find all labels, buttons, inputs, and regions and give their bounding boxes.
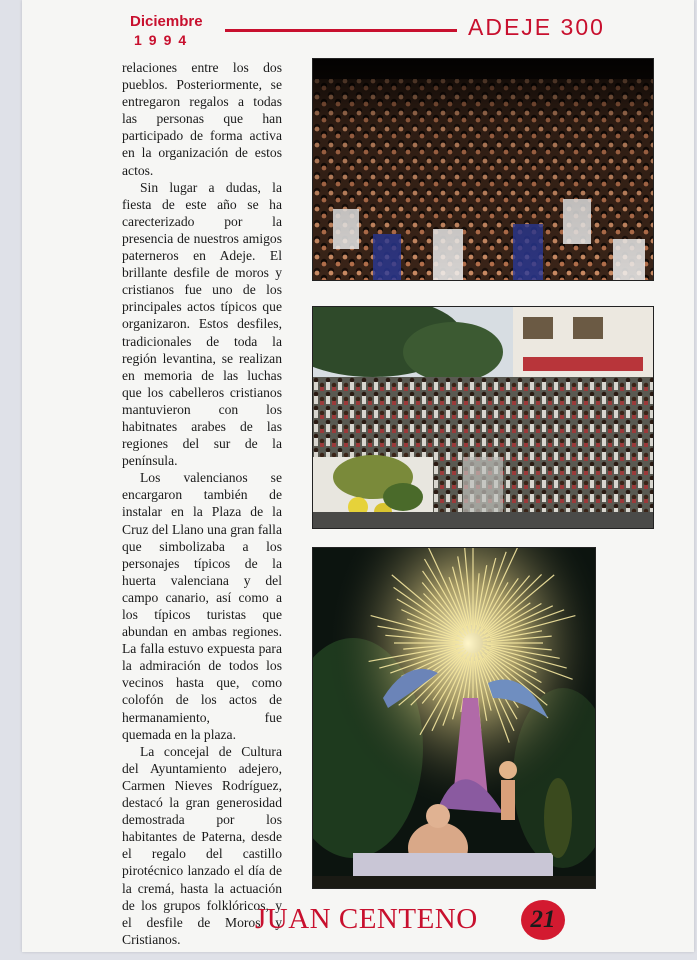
article-column [122, 59, 282, 948]
article-paragraph: Los valencianos se encargaron también de instalar en la Plaza de la Cruz del Llano una gran falla que simbolizaba a los personajes típicos de la huerta valenciana y del campo canario, así como a los típicos turistas que abundan en ambas regiones. La falla estuvo expuesta para la admiración de todos los vecinos hasta que, como colofón de los actos de hermanamiento, fue quemada en la plaza. [122, 470, 282, 742]
falla-fireworks-photo [312, 547, 596, 889]
magazine-page [22, 0, 694, 952]
publication-title: ADEJE 300 [468, 14, 605, 40]
header-rule [225, 29, 457, 32]
plaza-photo [312, 306, 654, 529]
page-number-badge: 21 [521, 900, 565, 940]
author-name: JUAN CENTENO [255, 903, 478, 935]
article-paragraph: La concejal de Cultura del Ayuntamiento adejero, Carmen Nieves Rodríguez, destacó la gran generosidad demostrada por los habitantes de Paterna, desde el regalo del castillo pirotécnico lanzado el día de la cremá, hasta la actuación de los grupos folklóricos, y el desfile de Moros y Cristianos. [122, 743, 282, 947]
article-paragraph: Sin lugar a dudas, la fiesta de este año se ha carecterizado por la presencia de nuestros amigos paterneros en Adeje. El brillante desfile de moros y cristianos fue uno de los principales actos típicos que organizaron. Estos desfiles, tradicionales de toda la región levantina, se realizan en memoria de las luchas que los cabelleros cristianos mantuvieron con los habitnates arabes de las regiones del sur de la península. [122, 179, 282, 469]
article-paragraph: relaciones entre los dos pueblos. Posteriormente, se entregaron regalos a todas las personas que han participado de forma activa en la organización de estos actos. [122, 60, 282, 178]
crowd-photo [312, 58, 654, 281]
issue-year: 1994 [134, 32, 194, 48]
issue-month: Diciembre [130, 13, 203, 30]
